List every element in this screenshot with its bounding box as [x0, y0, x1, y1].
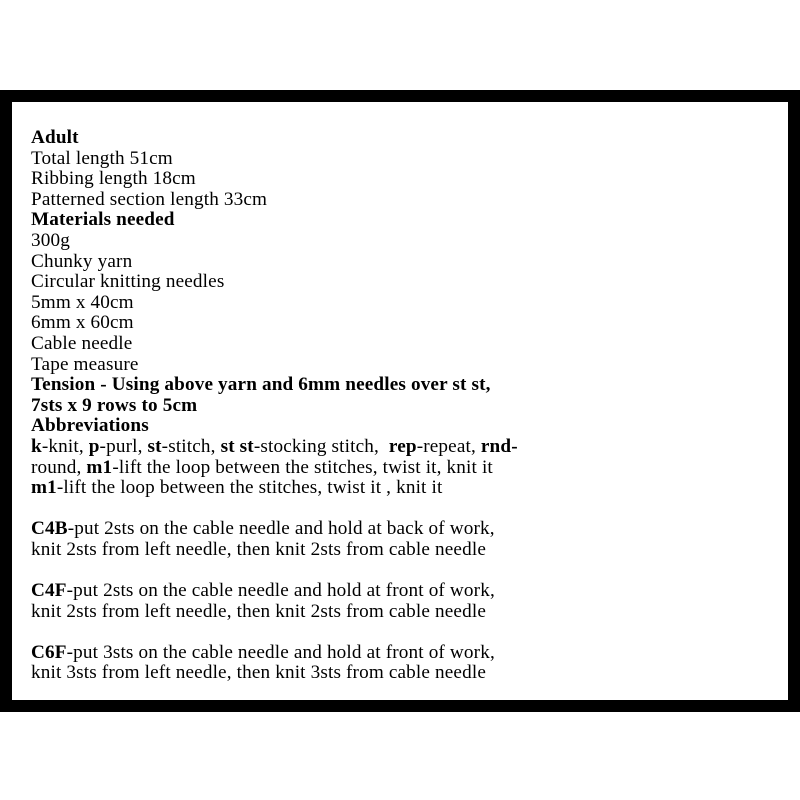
abbr-def: -stitch, — [161, 435, 221, 457]
spacer — [31, 499, 781, 520]
cable-def: -put 2sts on the cable needle and hold at back of work, — [67, 518, 495, 540]
cable-term: C4B — [31, 518, 68, 540]
abbr-def: -lift the loop between the stitches, twist it , knit it — [56, 477, 443, 499]
material-item: 6mm x 60cm — [31, 312, 134, 334]
abbr-term: rep — [388, 435, 417, 457]
abbr-term: k — [31, 435, 42, 457]
pattern-text — [31, 128, 781, 684]
cable-line — [31, 643, 781, 664]
abbreviation-line — [31, 458, 781, 479]
cable-line — [31, 519, 781, 540]
material-item: Tape measure — [31, 353, 139, 375]
abbr-def: round, — [31, 456, 87, 478]
adult-heading: Adult — [31, 127, 79, 148]
abbr-term: rnd- — [480, 435, 518, 457]
abbreviation-line — [31, 437, 781, 458]
cable-line: knit 2sts from left needle, then knit 2sts from cable needle — [31, 600, 486, 622]
abbr-term: m1 — [31, 477, 57, 499]
cable-term: C4F — [31, 580, 67, 602]
spacer — [31, 560, 781, 581]
abbr-term: st st — [220, 435, 254, 457]
material-item: Cable needle — [31, 332, 133, 354]
material-item: Circular knitting needles — [31, 271, 225, 293]
material-item: 300g — [31, 229, 70, 251]
abbreviations-heading: Abbreviations — [31, 415, 149, 437]
cable-def: -put 3sts on the cable needle and hold at front of work, — [66, 641, 495, 663]
spacer — [31, 622, 781, 643]
abbr-def: -lift the loop between the stitches, twist it, knit it — [112, 456, 493, 478]
cable-line: knit 3sts from left needle, then knit 3sts from cable needle — [31, 662, 486, 684]
tension-line: Tension - Using above yarn and 6mm needles over st st, — [31, 374, 491, 396]
abbr-def: -stocking stitch, — [253, 435, 389, 457]
abbr-term: m1 — [86, 456, 113, 478]
abbr-def: -purl, — [99, 435, 148, 457]
cable-term: C6F — [31, 641, 67, 663]
abbreviation-line — [31, 478, 781, 499]
materials-heading: Materials needed — [31, 209, 175, 231]
cable-def: -put 2sts on the cable needle and hold at front of work, — [66, 580, 495, 602]
size-line: Total length 51cm — [31, 147, 173, 169]
material-item: 5mm x 40cm — [31, 291, 134, 313]
abbr-def: -repeat, — [416, 435, 481, 457]
cable-line: knit 2sts from left needle, then knit 2sts from cable needle — [31, 538, 486, 560]
abbr-term: st — [147, 435, 162, 457]
document-page — [12, 102, 788, 700]
cable-line — [31, 581, 781, 602]
tension-line: 7sts x 9 rows to 5cm — [31, 394, 198, 416]
material-item: Chunky yarn — [31, 250, 133, 272]
abbr-def: -knit, — [41, 435, 89, 457]
abbr-term: p — [88, 435, 100, 457]
size-line: Ribbing length 18cm — [31, 168, 196, 190]
size-line: Patterned section length 33cm — [31, 188, 268, 210]
